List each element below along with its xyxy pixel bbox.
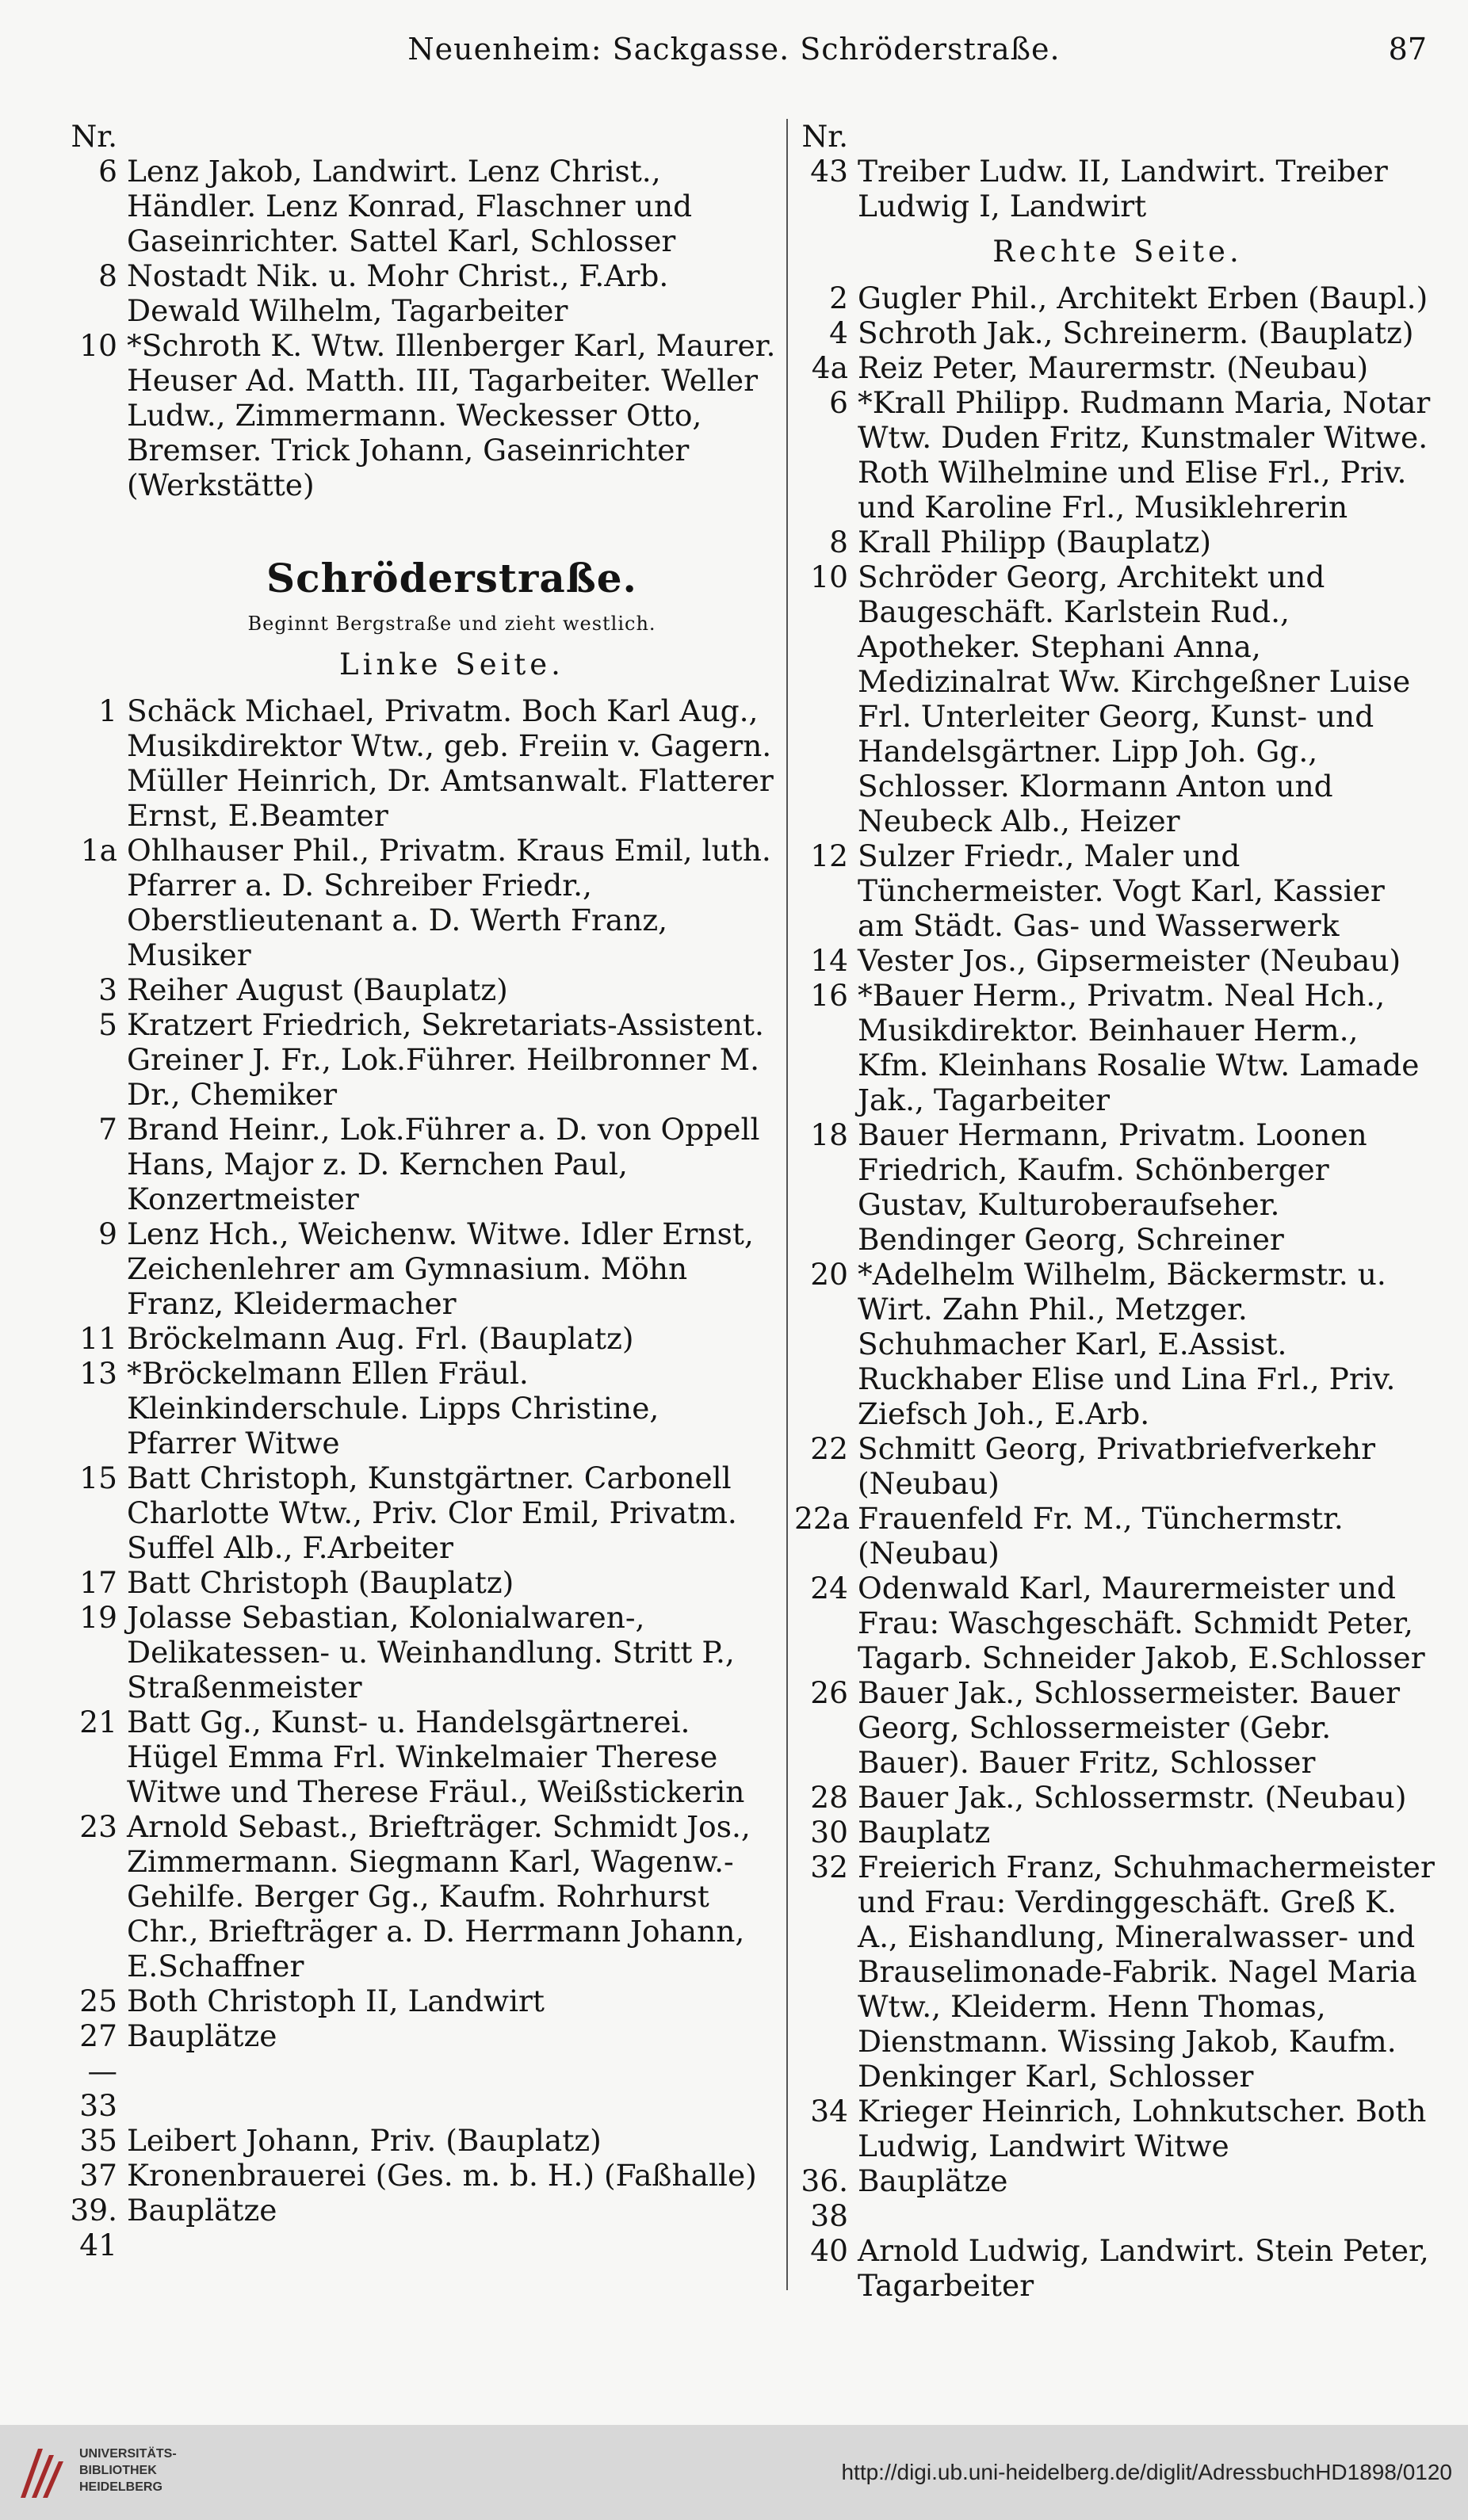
entry-text: Bauer Jak., Schlossermeister. Bauer Georg, Schlossermeister (Gebr. Bauer). Bauer Fritz, Schlosser (858, 1675, 1401, 1780)
house-number: 10 (79, 328, 117, 363)
house-number: 24 (810, 1571, 848, 1606)
column-label-row (71, 119, 777, 154)
entry-text: Lenz Jakob, Landwirt. Lenz Christ., Händler. Lenz Konrad, Flaschner und Gaseinrichter. Sattel Karl, Schlosser (127, 154, 693, 258)
house-number: 22 (810, 1431, 848, 1466)
entry-text: Schröder Georg, Architekt und Baugeschäft. Karlstein Rud., Apotheker. Stephani Anna, Medizinalrat Ww. Kirchgeßner Luise Frl. Unterleiter Georg, Kunst- und Handelsgärtner. Lipp Joh. Gg., Schlosser. Klormann Anton und Neubeck Alb., Heizer (858, 559, 1411, 838)
house-number: 35 (79, 2123, 117, 2158)
house-number: 13 (79, 1356, 117, 1391)
entry-text: Kratzert Friedrich, Sekretariats-Assistent. Greiner J. Fr., Lok.Führer. Heilbronner M. Dr., Chemiker (127, 1007, 764, 1112)
column-label-row (801, 119, 1435, 154)
source-url-link[interactable]: http://digi.ub.uni-heidelberg.de/diglit/AdressbuchHD1898/0120 (841, 2460, 1452, 2484)
house-number: 3 (98, 972, 117, 1007)
house-number: 36. 38 (801, 2163, 848, 2233)
directory-entry (79, 1705, 777, 1809)
directory-entry (801, 1431, 1435, 1501)
directory-entry (79, 2123, 777, 2158)
entry-text: Schäck Michael, Privatm. Boch Karl Aug., Musikdirektor Wtw., geb. Freiin v. Gagern. Müller Heinrich, Dr. Amtsanwalt. Flatterer Ernst, E.Beamter (127, 693, 774, 833)
house-number: 27—33 (79, 2018, 117, 2123)
directory-entry (801, 1257, 1435, 1431)
entry-text: Frauenfeld Fr. M., Tünchermstr. (Neubau) (858, 1501, 1344, 1571)
house-number: 30 (810, 1815, 848, 1850)
directory-entry (79, 1460, 777, 1565)
house-number: 19 (79, 1600, 117, 1635)
entry-text: Brand Heinr., Lok.Führer a. D. von Oppell Hans, Major z. D. Kernchen Paul, Konzertmeister (127, 1112, 760, 1216)
left-column (70, 119, 777, 2262)
entry-text: *Adelhelm Wilhelm, Bäckermstr. u. Wirt. Zahn Phil., Metzger. Schuhmacher Karl, E.Assist. Ruckhaber Elise und Lina Frl., Priv. Ziefsch Joh., E.Arb. (858, 1257, 1396, 1431)
directory-entry (98, 258, 777, 328)
house-number: 16 (810, 978, 848, 1013)
entry-text: Jolasse Sebastian, Kolonialwaren-, Delikatessen- u. Weinhandlung. Stritt P., Straßenmeister (127, 1600, 735, 1705)
entry-text: Nostadt Nik. u. Mohr Christ., F.Arb. Dewald Wilhelm, Tagarbeiter (127, 258, 669, 328)
directory-entry (801, 559, 1435, 838)
entry-text: Treiber Ludw. II, Landwirt. Treiber Ludwig I, Landwirt (858, 154, 1388, 223)
house-number: 21 (79, 1705, 117, 1739)
house-number: 12 (810, 838, 848, 873)
directory-entry (801, 838, 1435, 943)
entry-text: Sulzer Friedr., Maler und Tünchermeister. Vogt Karl, Kassier am Städt. Gas- und Wasserwerk (858, 838, 1385, 943)
library-name-line: BIBLIOTHEK (79, 2464, 157, 2477)
house-number: 39. 41 (70, 2193, 117, 2262)
footer-bar (0, 2425, 1468, 2520)
right-column (794, 119, 1435, 2303)
entry-text: Vester Jos., Gipsermeister (Neubau) (858, 943, 1401, 978)
library-name-line: HEIDELBERG (79, 2480, 162, 2494)
directory-entry (80, 833, 777, 972)
entry-text: Arnold Sebast., Briefträger. Schmidt Jos., Zimmermann. Siegmann Karl, Wagenw.-Gehilfe. Berger Gg., Kaufm. Rohrhurst Chr., Briefträger a. D. Herrmann Johann, E.Schaffner (127, 1809, 751, 1984)
entry-text: Reiher August (Bauplatz) (127, 972, 508, 1007)
directory-entry (79, 1984, 777, 2018)
house-number: 43 (810, 154, 848, 189)
entry-text: Bauplätze (127, 2018, 277, 2053)
column-divider (786, 119, 788, 2290)
entry-text: Batt Christoph (Bauplatz) (127, 1565, 514, 1600)
directory-entry (79, 328, 777, 502)
entry-text: *Bröckelmann Ellen Fräul. Kleinkinderschule. Lipps Christine, Pfarrer Witwe (127, 1356, 659, 1460)
directory-entry (801, 350, 1435, 385)
entry-text: Krieger Heinrich, Lohnkutscher. Both Ludwig, Landwirt Witwe (858, 2094, 1427, 2163)
house-number: 28 (810, 1780, 848, 1815)
entry-text: Kronenbrauerei (Ges. m. b. H.) (Faßhalle) (127, 2158, 757, 2193)
entry-text: Arnold Ludwig, Landwirt. Stein Peter, Tagarbeiter (858, 2233, 1429, 2303)
entry-text: *Schroth K. Wtw. Illenberger Karl, Maurer. Heuser Ad. Matth. III, Tagarbeiter. Weller Ludw., Zimmermann. Weckesser Otto, Bremser. Trick Johann, Gaseinrichter (Werkstätte) (127, 328, 776, 502)
directory-entry (801, 2094, 1435, 2163)
directory-entry (801, 385, 1435, 525)
house-number: 26 (810, 1675, 848, 1710)
entry-text: Ohlhauser Phil., Privatm. Kraus Emil, luth. Pfarrer a. D. Schreiber Friedr., Oberstlieutenant a. D. Werth Franz, Musiker (127, 833, 771, 972)
directory-entry (98, 1007, 777, 1112)
directory-entry (801, 978, 1435, 1117)
house-number: 17 (79, 1565, 117, 1600)
house-number: 40 (810, 2233, 848, 2268)
directory-entry (79, 2158, 777, 2193)
house-number: 5 (98, 1007, 117, 1042)
street-heading: Schröderstraße. (266, 555, 637, 601)
column-label-nr: Nr. (71, 119, 117, 154)
directory-entry (801, 2163, 1435, 2233)
directory-entry (79, 1600, 777, 1705)
house-number: 6 (829, 385, 848, 420)
directory-entry (79, 1321, 777, 1356)
column-label-nr: Nr. (801, 119, 848, 154)
house-number: 2 (829, 281, 848, 315)
house-number: 7 (98, 1112, 117, 1147)
directory-entry (794, 1501, 1435, 1571)
entry-text: Bauplatz (858, 1815, 991, 1850)
directory-entry (79, 2018, 777, 2123)
directory-entry (801, 1117, 1435, 1257)
directory-entry (801, 315, 1435, 350)
directory-entry (79, 1356, 777, 1460)
directory-entry (801, 2233, 1435, 2303)
house-number: 20 (810, 1257, 848, 1292)
street-note: Beginnt Bergstraße und zieht westlich. (247, 613, 656, 635)
directory-entry (98, 1112, 777, 1216)
house-number: 32 (810, 1850, 848, 1884)
house-number: 23 (79, 1809, 117, 1844)
entry-text: Schmitt Georg, Privatbriefverkehr (Neubau) (858, 1431, 1376, 1501)
directory-entry (801, 154, 1435, 223)
entry-text: Leibert Johann, Priv. (Bauplatz) (127, 2123, 602, 2158)
side-heading-right: Rechte Seite. (992, 235, 1243, 269)
entry-text: *Bauer Herm., Privatm. Neal Hch., Musikdirektor. Beinhauer Herm., Kfm. Kleinhans Rosalie Wtw. Lamade Jak., Tagarbeiter (858, 978, 1420, 1117)
house-number: 15 (79, 1460, 117, 1495)
house-number: 25 (79, 1984, 117, 2018)
entry-text: Bröckelmann Aug. Frl. (Bauplatz) (127, 1321, 634, 1356)
entry-text: Gugler Phil., Architekt Erben (Baupl.) (858, 281, 1428, 315)
library-name (79, 2446, 177, 2495)
directory-entry (98, 693, 777, 833)
directory-entry (801, 1675, 1435, 1780)
entry-text: Freierich Franz, Schuhmachermeister und Frau: Verdinggeschäft. Greß K. A., Eishandlung, Mineralwasser- und Brauselimonade-Fabrik. Nagel Maria Wtw., Kleiderm. Henn Thomas, Dienstmann. Wissing Jakob, Kaufm. Denkinger Karl, Schlosser (858, 1850, 1435, 2094)
directory-entry (79, 1809, 777, 1984)
house-number: 1 (98, 693, 117, 728)
house-number: 22a (794, 1501, 851, 1536)
page-header (0, 32, 1468, 79)
directory-entry (801, 1571, 1435, 1675)
entry-text: Bauer Jak., Schlossermstr. (Neubau) (858, 1780, 1407, 1815)
house-number: 8 (98, 258, 117, 293)
page-number: 87 (1388, 32, 1427, 67)
entry-text: Batt Christoph, Kunstgärtner. Carbonell Charlotte Wtw., Priv. Clor Emil, Privatm. Suffel Alb., F.Arbeiter (127, 1460, 737, 1565)
house-number: 14 (810, 943, 848, 978)
entry-text: Bauplätze (127, 2193, 277, 2228)
directory-entry (98, 154, 777, 258)
library-logo-icon (14, 2441, 70, 2504)
entry-text: Schroth Jak., Schreinerm. (Bauplatz) (858, 315, 1414, 350)
entry-text: Bauplätze (858, 2163, 1008, 2198)
directory-entry (70, 2193, 777, 2262)
directory-entry (801, 281, 1435, 315)
entry-text: Krall Philipp (Bauplatz) (858, 525, 1212, 559)
directory-entry (98, 972, 777, 1007)
entry-text: Reiz Peter, Maurermstr. (Neubau) (858, 350, 1369, 385)
directory-entry (79, 1565, 777, 1600)
directory-entry (801, 1815, 1435, 1850)
entry-text: *Krall Philipp. Rudmann Maria, Notar Wtw. Duden Fritz, Kunstmaler Witwe. Roth Wilhelmine und Elise Frl., Priv. und Karoline Frl., Musiklehrerin (858, 385, 1431, 525)
house-number: 4 (829, 315, 848, 350)
entry-text: Odenwald Karl, Maurermeister und Frau: Waschgeschäft. Schmidt Peter, Tagarb. Schneider Jakob, E.Schlosser (858, 1571, 1425, 1675)
directory-entry (801, 943, 1435, 978)
entry-text: Lenz Hch., Weichenw. Witwe. Idler Ernst, Zeichenlehrer am Gymnasium. Möhn Franz, Kleidermacher (127, 1216, 754, 1321)
house-number: 1a (80, 833, 117, 868)
house-number: 4a (811, 350, 848, 385)
directory-entry (801, 525, 1435, 559)
directory-entry (98, 1216, 777, 1321)
library-name-line: UNIVERSITÄTS- (79, 2447, 177, 2461)
entry-text: Batt Gg., Kunst- u. Handelsgärtnerei. Hügel Emma Frl. Winkelmaier Therese Witwe und Therese Fräul., Weißstickerin (127, 1705, 745, 1809)
house-number: 6 (98, 154, 117, 189)
side-heading-left: Linke Seite. (339, 647, 564, 682)
directory-entry (801, 1850, 1435, 2094)
directory-entry (801, 1780, 1435, 1815)
page-title: Neuenheim: Sackgasse. Schröderstraße. (407, 32, 1061, 67)
house-number: 37 (79, 2158, 117, 2193)
house-number: 34 (810, 2094, 848, 2129)
house-number: 10 (810, 559, 848, 594)
house-number: 11 (79, 1321, 117, 1356)
house-number: 18 (810, 1117, 848, 1152)
house-number: 9 (98, 1216, 117, 1251)
entry-text: Both Christoph II, Landwirt (127, 1984, 545, 2018)
house-number: 8 (829, 525, 848, 559)
entry-text: Bauer Hermann, Privatm. Loonen Friedrich, Kaufm. Schönberger Gustav, Kulturoberaufseher. Bendinger Georg, Schreiner (858, 1117, 1367, 1257)
